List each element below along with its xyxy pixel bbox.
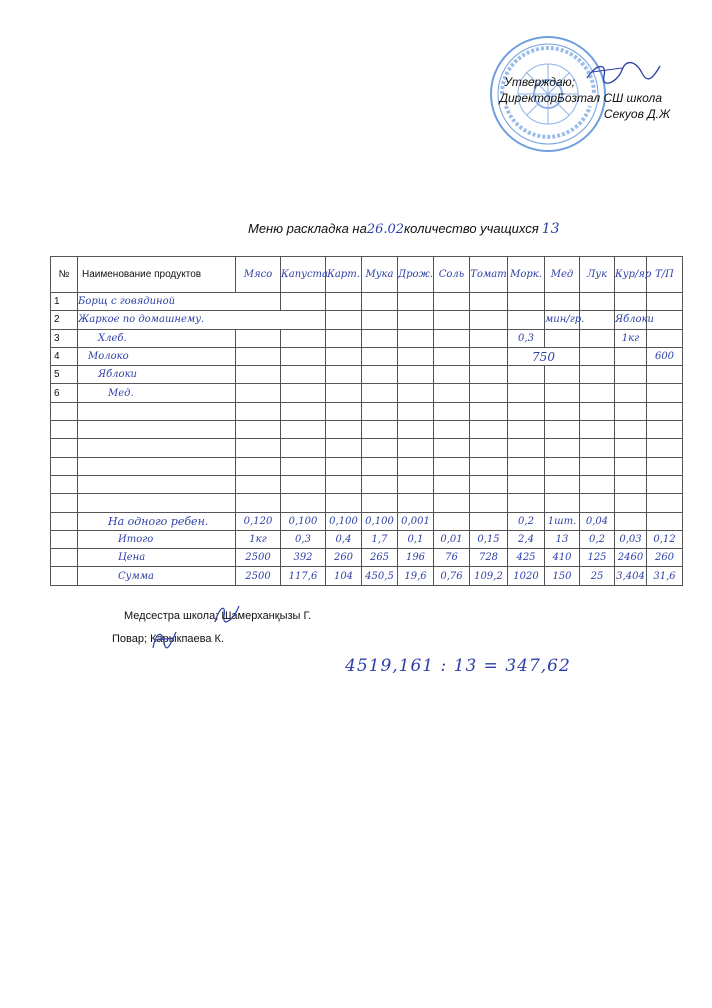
summary-value: 0,01: [434, 530, 470, 548]
col-header-product: Кур/яр: [615, 257, 647, 293]
summary-value: 150: [545, 567, 580, 585]
product-name: Жаркое по домашнему.: [78, 311, 326, 329]
col-header-product: Дрож.: [398, 257, 434, 293]
summary-row: [51, 530, 683, 548]
summary-value: 13: [545, 530, 580, 548]
summary-value: 2,4: [508, 530, 545, 548]
summary-value: 0,3: [281, 530, 326, 548]
approval-line-1: Утверждаю;: [504, 75, 575, 89]
col-header-product: Томат: [470, 257, 508, 293]
summary-value: [434, 512, 470, 530]
summary-value: 0,001: [398, 512, 434, 530]
summary-value: 0,120: [236, 512, 281, 530]
summary-value: 19,6: [398, 567, 434, 585]
summary-value: 0,12: [647, 530, 683, 548]
summary-label: Сумма: [78, 567, 236, 585]
summary-value: 425: [508, 549, 545, 567]
product-name: Яблоки: [78, 366, 236, 384]
table-row: [51, 311, 683, 329]
summary-value: 0,100: [281, 512, 326, 530]
summary-value: 0,03: [615, 530, 647, 548]
col-header-product: Лук: [580, 257, 615, 293]
summary-label: Итого: [78, 530, 236, 548]
title-date: 26.02: [366, 222, 405, 237]
summary-value: 196: [398, 549, 434, 567]
summary-value: 1,7: [362, 530, 398, 548]
col-header-product: Соль: [434, 257, 470, 293]
summary-row: [51, 512, 683, 530]
col-header-name: Наименование продуктов: [78, 257, 236, 293]
table-row-empty: [51, 475, 683, 493]
title-middle: количество учащихся: [404, 221, 539, 236]
summary-value: 265: [362, 549, 398, 567]
nurse-signature-line: Медсестра школа; Шамерханқызы Г.: [124, 610, 312, 622]
summary-value: [615, 512, 647, 530]
summary-value: 2500: [236, 549, 281, 567]
summary-value: 2500: [236, 567, 281, 585]
summary-value: 1шт.: [545, 512, 580, 530]
summary-value: 260: [647, 549, 683, 567]
summary-value: 0,2: [580, 530, 615, 548]
summary-value: 260: [326, 549, 362, 567]
summary-value: 0,1: [398, 530, 434, 548]
summary-row: [51, 549, 683, 567]
menu-table: [50, 256, 683, 586]
summary-value: 1кг: [236, 530, 281, 548]
col-header-product: Мед: [545, 257, 580, 293]
approval-line-3: Секуов Д.Ж: [603, 107, 670, 121]
summary-value: 109,2: [470, 567, 508, 585]
summary-value: 2460: [615, 549, 647, 567]
product-name: Молоко: [78, 347, 236, 365]
col-header-product: Т/П: [647, 257, 683, 293]
summary-row: [51, 567, 683, 585]
col-header-product: Карт.: [326, 257, 362, 293]
col-header-product: Капуста: [281, 257, 326, 293]
row-number: 5: [51, 366, 78, 384]
col-header-product: Морк.: [508, 257, 545, 293]
handwritten-note: 600: [647, 347, 683, 365]
summary-value: 0,76: [434, 567, 470, 585]
handwritten-note: 0,3: [508, 329, 545, 347]
product-name: Борщ с говядиной: [78, 293, 281, 311]
table-row-empty: [51, 439, 683, 457]
title-student-count: 13: [541, 221, 560, 237]
summary-label: Цена: [78, 549, 236, 567]
row-number: 3: [51, 329, 78, 347]
summary-label: На одного ребен.: [78, 512, 236, 530]
director-signature: [582, 58, 662, 88]
handwritten-note: Яблоки: [615, 311, 647, 329]
handwritten-note: 1кг: [615, 329, 647, 347]
handwritten-note: 750: [508, 347, 580, 365]
summary-value: 410: [545, 549, 580, 567]
summary-value: 1020: [508, 567, 545, 585]
summary-value: 76: [434, 549, 470, 567]
summary-value: 31,6: [647, 567, 683, 585]
title-prefix: Меню раскладка на: [248, 221, 367, 236]
summary-value: 0,15: [470, 530, 508, 548]
summary-value: 728: [470, 549, 508, 567]
row-number: 6: [51, 384, 78, 402]
nurse-signature-scribble: [212, 602, 242, 626]
summary-value: 0,100: [326, 512, 362, 530]
summary-value: [470, 512, 508, 530]
table-row-empty: [51, 494, 683, 512]
menu-title: [248, 221, 560, 237]
handwritten-note: мин/гр.: [545, 311, 580, 329]
table-header-row: [51, 257, 683, 293]
summary-value: 125: [580, 549, 615, 567]
row-number: 4: [51, 347, 78, 365]
table-row: [51, 366, 683, 384]
table-row: [51, 384, 683, 402]
summary-value: 392: [281, 549, 326, 567]
cook-signature-scribble: [150, 626, 180, 652]
table-row: [51, 347, 683, 365]
col-header-product: Мука: [362, 257, 398, 293]
table-row-empty: [51, 402, 683, 420]
row-number: 1: [51, 293, 78, 311]
table-row-empty: [51, 457, 683, 475]
summary-value: 117,6: [281, 567, 326, 585]
summary-value: 0,2: [508, 512, 545, 530]
product-name: Мед.: [78, 384, 236, 402]
per-student-calculation: 4519,161 : 13 = 347,62: [345, 656, 571, 676]
col-header-no: №: [51, 257, 78, 293]
summary-value: [647, 512, 683, 530]
table-row: [51, 329, 683, 347]
product-name: Хлеб.: [78, 329, 236, 347]
summary-value: 0,100: [362, 512, 398, 530]
table-row-empty: [51, 421, 683, 439]
approval-line-2: ДиректорБозтал СШ школа: [499, 91, 662, 105]
summary-value: 450,5: [362, 567, 398, 585]
row-number: 2: [51, 311, 78, 329]
summary-value: 0,04: [580, 512, 615, 530]
summary-value: 3,404: [615, 567, 647, 585]
summary-value: 25: [580, 567, 615, 585]
table-row: [51, 293, 683, 311]
cook-signature-line: Повар; Карыкпаева К.: [112, 633, 225, 645]
summary-value: 0,4: [326, 530, 362, 548]
col-header-product: Мясо: [236, 257, 281, 293]
summary-value: 104: [326, 567, 362, 585]
